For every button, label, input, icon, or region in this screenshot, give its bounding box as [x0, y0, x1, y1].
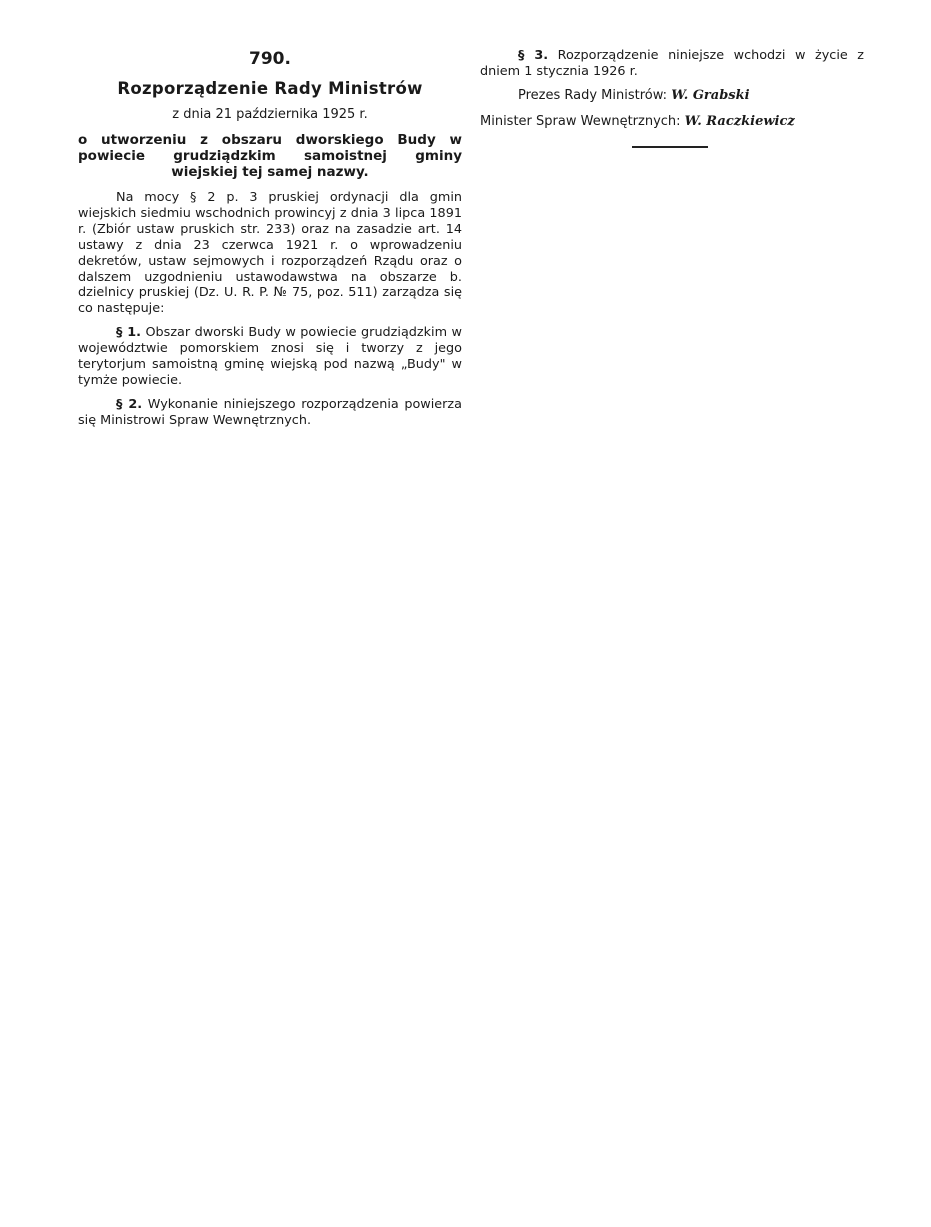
act-subject: o utworzeniu z obszaru dworskiego Budy w powiecie grudziądzkim samoistnej gminy wiejskiej tej samej nazwy. [78, 132, 462, 180]
section-3-label: § 3. [518, 48, 549, 63]
section-1-text: Obszar dworski Budy w powiecie grudziądzkim w województwie pomorskiem znosi się i tworzy z jego terytorjum samoistną gminę wiejską pod nazwą „Budy" w tymże powiecie. [78, 325, 462, 388]
section-3 [480, 48, 864, 80]
section-1-label: § 1. [116, 325, 141, 341]
act-date: z dnia 21 października 1925 r. [172, 107, 368, 122]
section-2 [78, 397, 462, 429]
section-1 [78, 325, 462, 389]
section-3-text: Rozporządzenie niniejsze wchodzi w życie z dniem 1 stycznia 1926 r. [480, 48, 864, 79]
end-divider [632, 146, 708, 148]
section-2-text: Wykonanie niniejszego rozporządzenia powierza się Ministrowi Spraw Wewnętrznych. [78, 396, 462, 428]
signature-interior-minister-role: Minister Spraw Wewnętrznych: [480, 113, 681, 129]
signature-prime-minister-name: W. Grabski [671, 87, 750, 103]
left-column [78, 48, 462, 437]
signature-interior-minister [480, 114, 864, 130]
signature-prime-minister-role: Prezes Rady Ministrów: [518, 87, 668, 103]
signature-prime-minister [480, 88, 864, 104]
section-2-label: § 2. [116, 396, 143, 412]
right-column [480, 48, 864, 148]
intro-paragraph: Na mocy § 2 p. 3 pruskiej ordynacji dla gmin wiejskich siedmiu wschodnich prowincyj z dnia 3 lipca 1891 r. (Zbiór ustaw pruskich str. 233) oraz na zasadzie art. 14 ustawy z dnia 23 czerwca 1921 r. o wprowadzeniu dekretów, ustaw sejmowych i rozporządzeń Rządu oraz o dalszem uzgodnieniu ustawodawstwa na obszarze b. dzielnicy pruskiej (Dz. U. R. P. № 75, poz. 511) zarządza się co następuje: [78, 190, 462, 317]
signature-interior-minister-name: W. Raczkiewicz [684, 113, 795, 129]
act-number: 790. [249, 49, 291, 69]
act-title: Rozporządzenie Rady Ministrów [117, 79, 423, 98]
